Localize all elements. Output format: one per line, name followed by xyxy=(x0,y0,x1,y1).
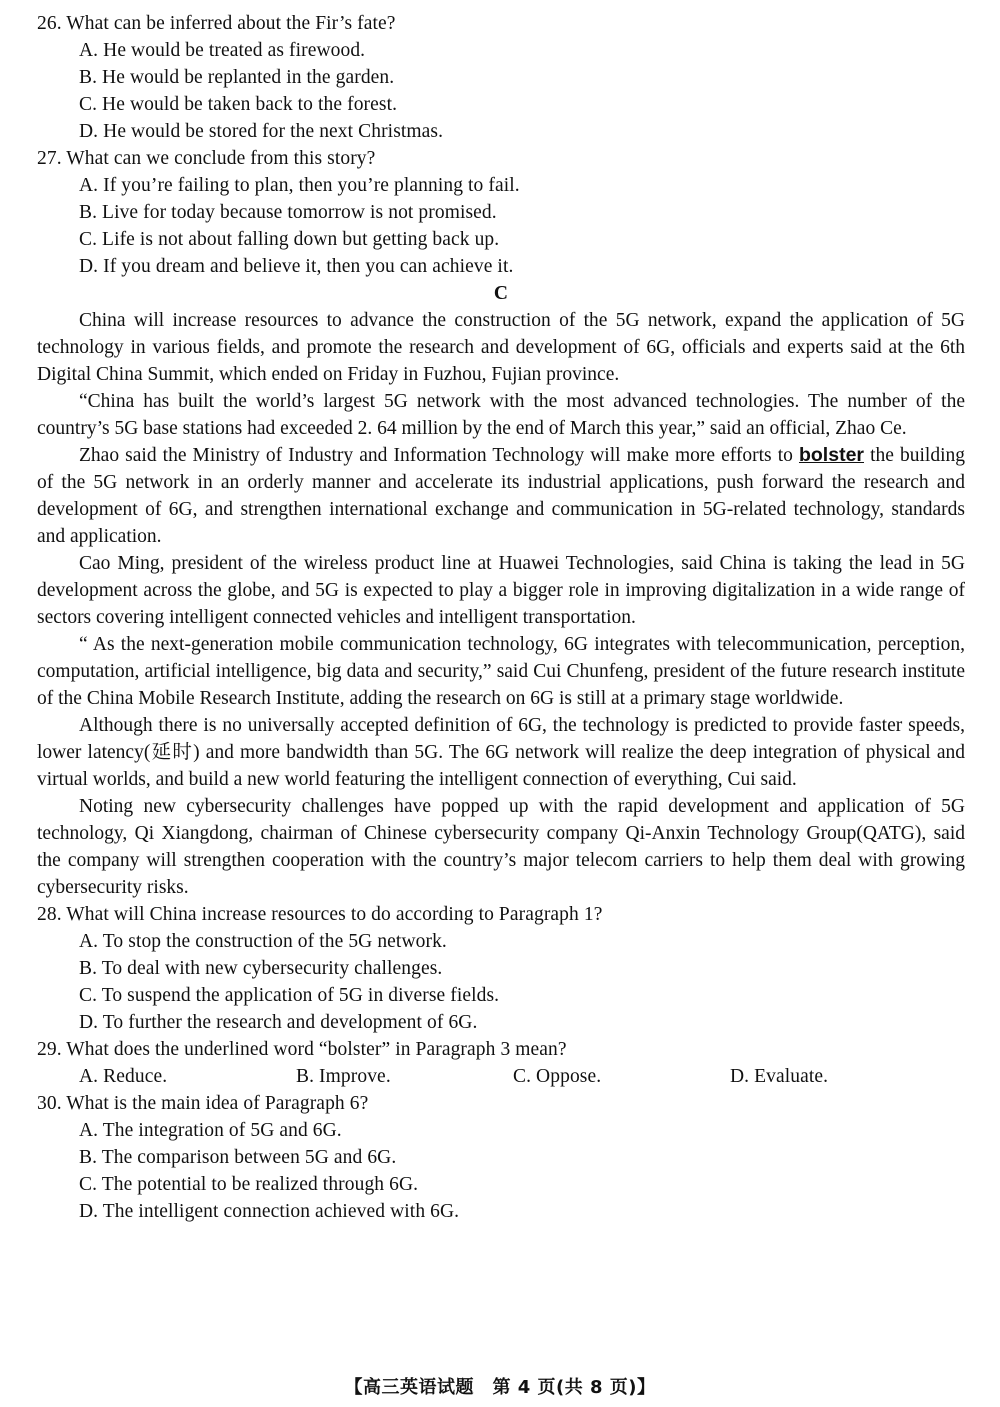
option-d: D. He would be stored for the next Christmas. xyxy=(79,121,444,142)
option-c: C. Oppose. xyxy=(513,1066,602,1087)
question-26 xyxy=(37,10,965,145)
paragraph-4: Cao Ming, president of the wireless product line at Huawei Technologies, said China is taking the lead in 5G development across the globe, and 5G is expected to play a bigger role in improving digitalization in a wide range of sectors covering intelligent connected vehicles and intelligent transportation. xyxy=(37,553,965,628)
option-d: D. The intelligent connection achieved with 6G. xyxy=(79,1201,460,1222)
reading-passage xyxy=(37,307,965,901)
paragraph-5: “ As the next-generation mobile communication technology, 6G integrates with telecommunication, perception, computation, artificial intelligence, big data and security,” said Cui Chunfeng, president of the future research institute of the China Mobile Research Institute, adding the research on 6G is still at a primary stage worldwide. xyxy=(37,634,965,709)
option-c: C. To suspend the application of 5G in diverse fields. xyxy=(79,985,500,1006)
question-29 xyxy=(37,1036,965,1090)
option-a: A. The integration of 5G and 6G. xyxy=(79,1120,342,1141)
question-30 xyxy=(37,1090,965,1225)
question-28 xyxy=(37,901,965,1036)
question-27 xyxy=(37,145,965,280)
paragraph-6: Although there is no universally accepted definition of 6G, the technology is predicted to provide faster speeds, lower latency(延时) and more bandwidth than 5G. The 6G network will realize the deep integration of physical and virtual worlds, and build a new world featuring the intelligent connection of everything, Cui said. xyxy=(37,715,965,790)
option-b: B. The comparison between 5G and 6G. xyxy=(79,1147,397,1168)
option-d: D. To further the research and development of 6G. xyxy=(79,1012,478,1033)
underlined-word: bolster xyxy=(798,444,864,466)
option-a: A. To stop the construction of the 5G network. xyxy=(79,931,447,952)
question-stem: 30. What is the main idea of Paragraph 6? xyxy=(37,1093,369,1114)
options-row xyxy=(37,1063,965,1090)
question-stem: 28. What will China increase resources to do according to Paragraph 1? xyxy=(37,904,603,925)
option-c: C. Life is not about falling down but getting back up. xyxy=(79,229,500,250)
question-stem: 27. What can we conclude from this story? xyxy=(37,148,376,169)
section-heading: C xyxy=(493,283,509,304)
option-b: B. He would be replanted in the garden. xyxy=(79,67,395,88)
option-c: C. The potential to be realized through 6G. xyxy=(79,1174,419,1195)
option-a: A. He would be treated as firewood. xyxy=(79,40,366,61)
exam-page xyxy=(37,10,965,1225)
option-b: B. Live for today because tomorrow is not promised. xyxy=(79,202,497,223)
question-stem: 29. What does the underlined word “bolster” in Paragraph 3 mean? xyxy=(37,1039,567,1060)
paragraph-2: “China has built the world’s largest 5G network with the most advanced technologies. The number of the country’s 5G base stations had exceeded 2. 64 million by the end of March this year,” said an official, Zhao Ce. xyxy=(37,391,965,439)
paragraph-3 xyxy=(37,442,965,550)
option-b: B. To deal with new cybersecurity challenges. xyxy=(79,958,443,979)
option-d: D. If you dream and believe it, then you can achieve it. xyxy=(79,256,514,277)
option-c: C. He would be taken back to the forest. xyxy=(79,94,398,115)
paragraph-3-end: the building of the 5G network in an orderly manner and accelerate its industrial applications, push forward the research and development of 6G, and strengthen international exchange and communication in 5G-related technology, standards and application. xyxy=(37,445,965,547)
page-footer: 【高三英语试题 第 4 页(共 8 页)】 xyxy=(344,1377,656,1398)
paragraph-7: Noting new cybersecurity challenges have popped up with the rapid development and application of 5G technology, Qi Xiangdong, chairman of Chinese cybersecurity company Qi-Anxin Technology Group(QATG), said the company will strengthen cooperation with the country’s major telecom carriers to help them deal with growing cybersecurity risks. xyxy=(37,796,965,898)
option-b: B. Improve. xyxy=(296,1066,391,1087)
option-a: A. If you’re failing to plan, then you’re planning to fail. xyxy=(79,175,520,196)
option-a: A. Reduce. xyxy=(79,1066,168,1087)
question-stem: 26. What can be inferred about the Fir’s fate? xyxy=(37,13,396,34)
paragraph-1: China will increase resources to advance the construction of the 5G network, expand the application of 5G technology in various fields, and promote the research and development of 6G, officials and experts said at the 6th Digital China Summit, which ended on Friday in Fuzhou, Fujian province. xyxy=(37,310,965,385)
option-d: D. Evaluate. xyxy=(730,1066,829,1087)
paragraph-3-start: Zhao said the Ministry of Industry and Information Technology will make more efforts to xyxy=(79,445,799,466)
